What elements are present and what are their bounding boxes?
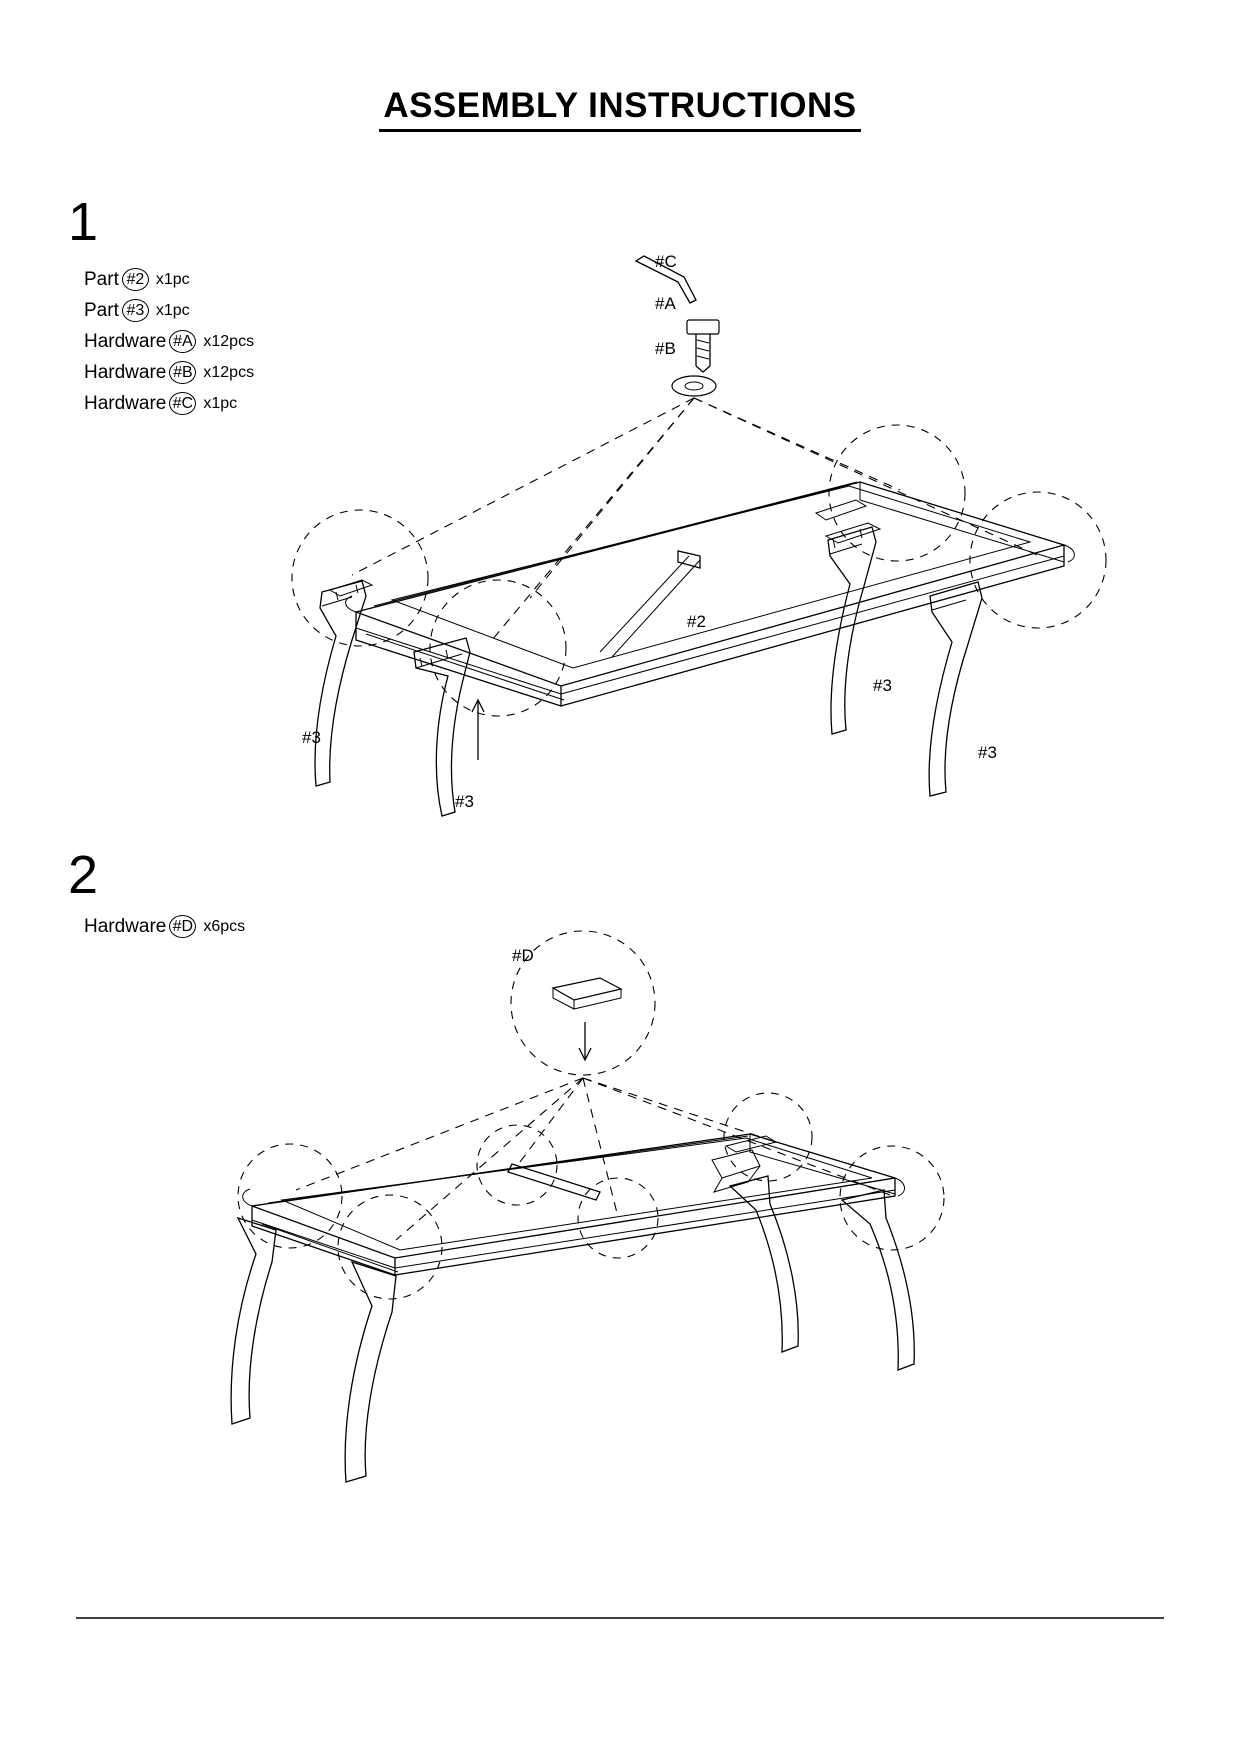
part-code-badge: #A: [169, 330, 196, 353]
part-code-badge: #D: [169, 915, 196, 938]
part-qty: x12pcs: [203, 363, 255, 381]
table-top-part-2: [330, 482, 1074, 706]
callout-leg-right-outer: #3: [978, 743, 997, 762]
list-item: [84, 392, 254, 415]
callout-leg-left: #3: [302, 728, 321, 747]
callout-washer: #B: [655, 339, 676, 358]
page-title: [0, 86, 1240, 132]
part-qty: x12pcs: [203, 332, 255, 350]
arrow-up-icon: [472, 700, 484, 760]
part-label: Hardware: [84, 392, 167, 414]
table-leg-right-outer: [929, 582, 982, 796]
callout-leader-lines: [352, 398, 1037, 640]
part-qty: x1pc: [203, 394, 238, 412]
part-code-badge: #C: [169, 392, 196, 415]
callout-bolt: #A: [655, 294, 676, 313]
part-code-badge: #2: [122, 268, 149, 291]
list-item: [84, 299, 254, 322]
bolt-icon: [687, 320, 719, 372]
highlight-circles-2: [238, 1093, 944, 1299]
part-label: Part: [84, 268, 119, 290]
list-item: [84, 330, 254, 353]
part-qty: x1pc: [155, 301, 190, 319]
callout-leader-lines-2: [296, 1078, 890, 1240]
table-leg-front: [414, 638, 470, 816]
list-item: [84, 915, 245, 938]
page-title-text: ASSEMBLY INSTRUCTIONS: [379, 86, 860, 132]
washer-icon: [672, 376, 716, 396]
part-code-badge: #B: [169, 361, 196, 384]
table-leg-right-inner: [828, 527, 876, 734]
table-leg-left: [315, 581, 366, 786]
part-qty: x1pc: [155, 270, 190, 288]
callout-tabletop: #2: [687, 612, 706, 631]
highlight-circles: [292, 425, 1106, 716]
callout-pad: #D: [512, 946, 534, 965]
assembled-table: [231, 1134, 914, 1482]
list-item: [84, 268, 254, 291]
step-1-parts-list: [84, 268, 254, 423]
step-1-number: 1: [68, 192, 99, 252]
step-2-number: 2: [68, 845, 99, 905]
part-code-badge: #3: [122, 299, 149, 322]
part-qty: x6pcs: [203, 917, 246, 935]
part-label: Hardware: [84, 330, 167, 352]
callout-leg-right-inner: #3: [873, 676, 892, 695]
part-label: Hardware: [84, 915, 167, 937]
part-label: Hardware: [84, 361, 167, 383]
callout-hex-key: #C: [655, 252, 677, 271]
part-label: Part: [84, 299, 119, 321]
callout-leg-front: #3: [455, 792, 474, 811]
step-2-parts-list: [84, 915, 245, 946]
list-item: [84, 361, 254, 384]
